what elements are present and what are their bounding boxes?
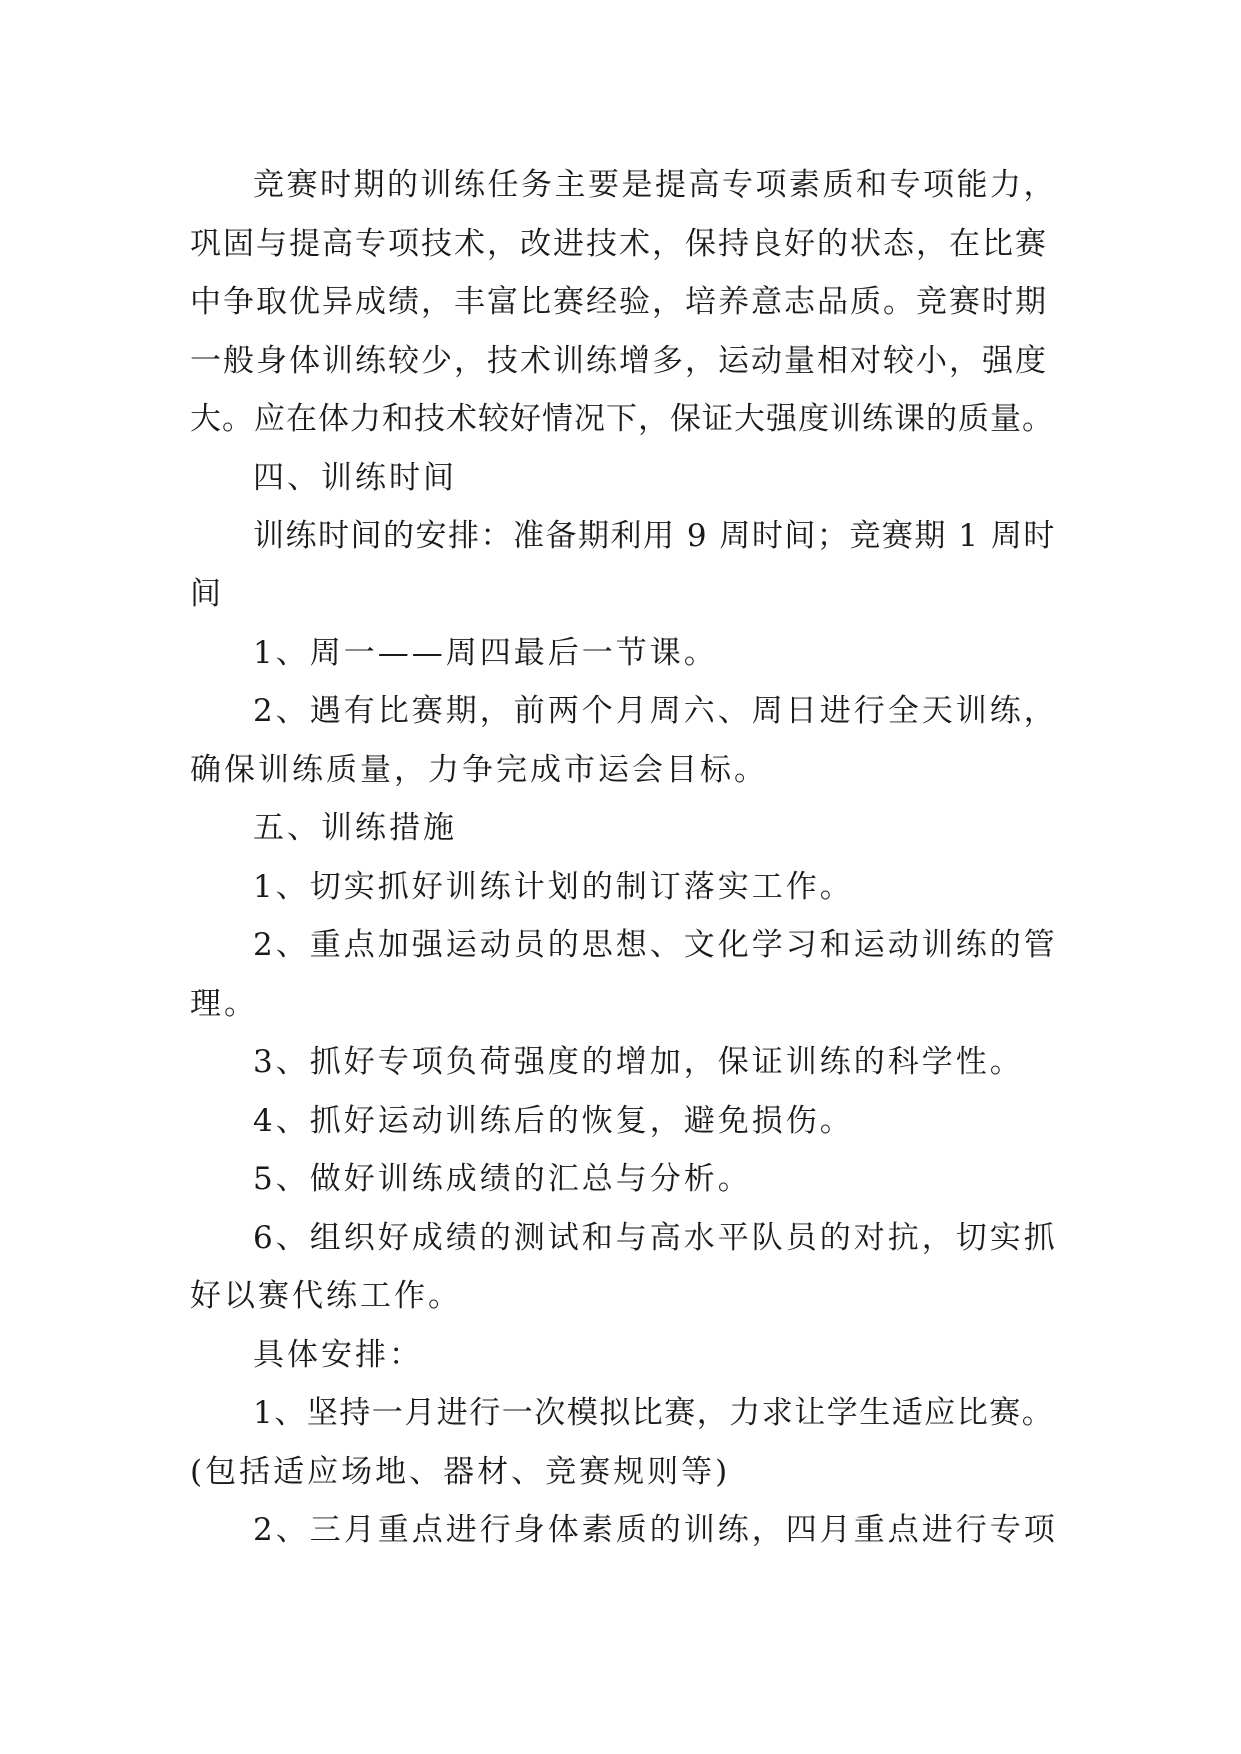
paragraph-line: 训练时间的安排：准备期利用 9 周时间；竞赛期 1 周时 — [253, 518, 1056, 554]
section-heading: 五、训练措施 — [253, 810, 457, 846]
list-item: 5、做好训练成绩的汇总与分析。 — [253, 1161, 752, 1197]
list-item: 1、周一——周四最后一节课。 — [253, 635, 718, 671]
list-item: 4、抓好运动训练后的恢复，避免损伤。 — [253, 1103, 854, 1139]
list-item: 1、切实抓好训练计划的制订落实工作。 — [253, 869, 854, 905]
paragraph-line: 巩固与提高专项技术，改进技术，保持良好的状态，在比赛 — [190, 226, 1048, 262]
list-item: 2、遇有比赛期，前两个月周六、周日进行全天训练， — [253, 693, 1058, 729]
paragraph-line: 一般身体训练较少，技术训练增多，运动量相对较小，强度 — [190, 343, 1048, 379]
subheading: 具体安排： — [253, 1337, 423, 1373]
list-item: 2、重点加强运动员的思想、文化学习和运动训练的管 — [253, 927, 1058, 963]
section-heading: 四、训练时间 — [253, 460, 457, 496]
paragraph-line: 理。 — [190, 986, 258, 1022]
paragraph-line: 竞赛时期的训练任务主要是提高专项素质和专项能力， — [253, 167, 1057, 203]
paragraph-line: 好以赛代练工作。 — [190, 1278, 462, 1314]
paragraph-line: 大。应在体力和技术较好情况下，保证大强度训练课的质量。 — [190, 401, 1054, 437]
list-item: 6、组织好成绩的测试和与高水平队员的对抗，切实抓 — [253, 1220, 1058, 1256]
list-item: 1、坚持一月进行一次模拟比赛，力求让学生适应比赛。 — [253, 1395, 1055, 1431]
list-item: 3、抓好专项负荷强度的增加，保证训练的科学性。 — [253, 1044, 1024, 1080]
list-item: 2、三月重点进行身体素质的训练，四月重点进行专项 — [253, 1512, 1058, 1548]
paragraph-line: (包括适应场地、器材、竞赛规则等) — [190, 1454, 731, 1490]
paragraph-line: 间 — [190, 576, 224, 612]
paragraph-line: 中争取优异成绩，丰富比赛经验，培养意志品质。竞赛时期 — [190, 284, 1048, 320]
paragraph-line: 确保训练质量，力争完成市运会目标。 — [190, 752, 768, 788]
